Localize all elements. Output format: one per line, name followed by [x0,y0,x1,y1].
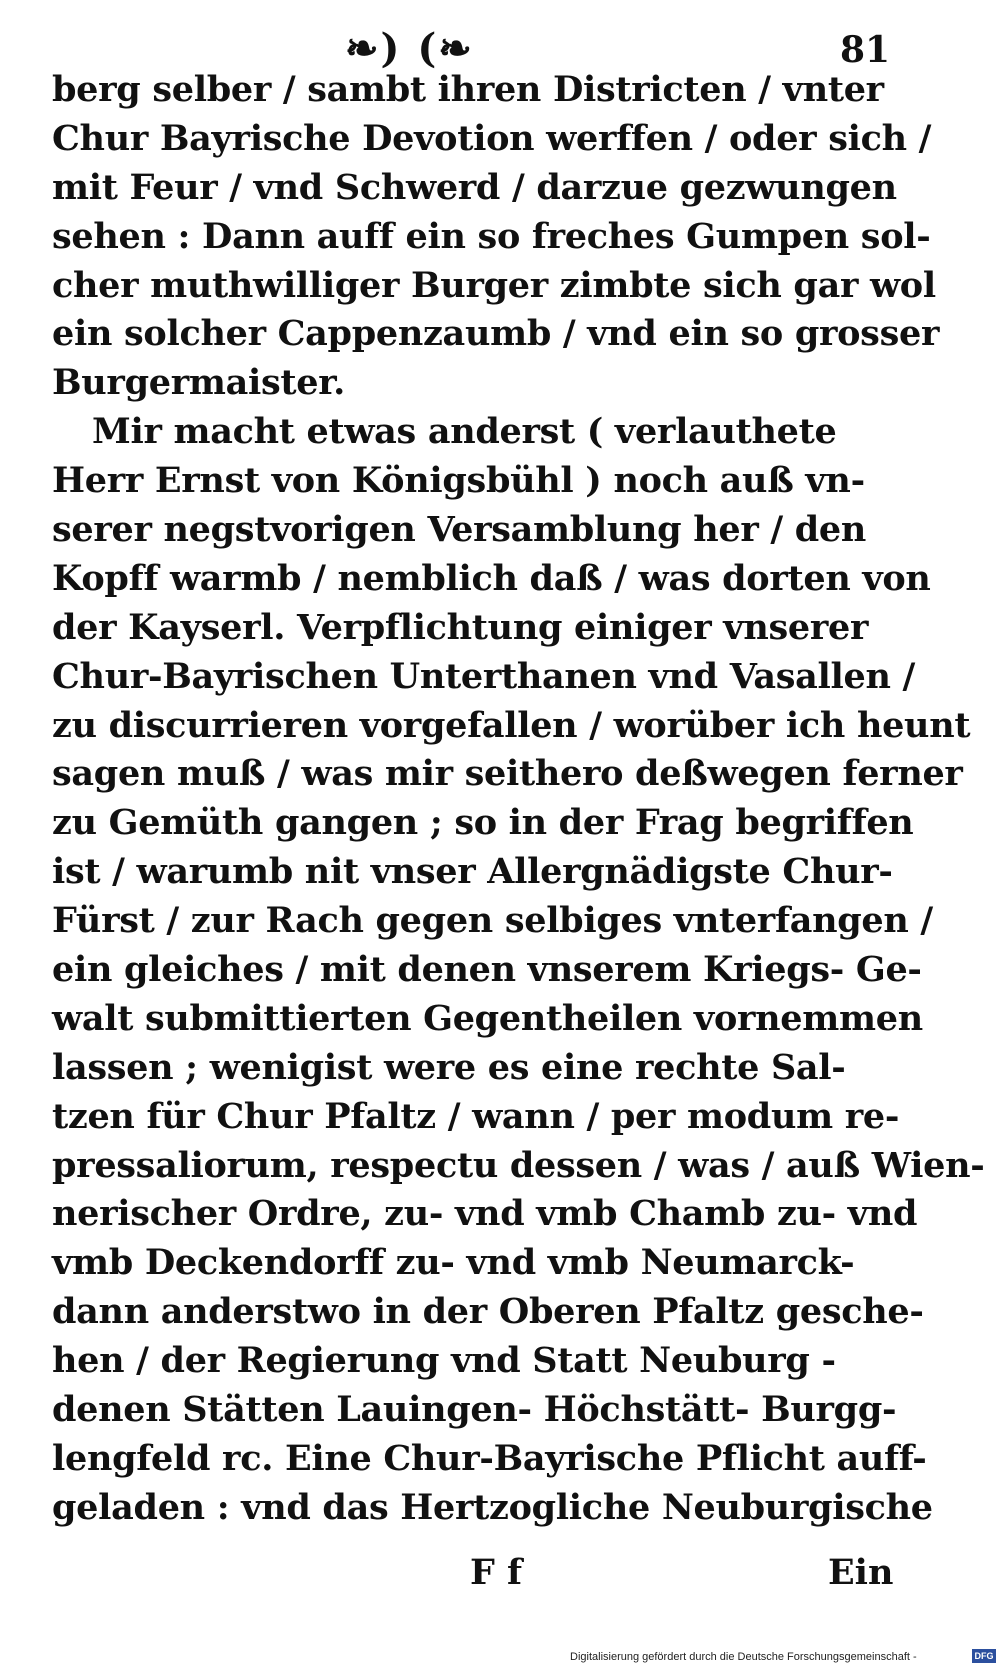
digitization-credit [570,1647,1000,1667]
text-line: serer negstvorigen Versamblung her / den [52,509,867,551]
text-line: Burgermaister. [52,362,346,404]
signature-mark: F f [470,1552,523,1593]
text-line: ist / warumb nit vnser Allergnädigste Chur- [52,851,893,893]
text-line: zu Gemüth gangen ; so in der Frag begriffen [52,802,914,844]
text-line: lassen ; wenigist were es eine rechte Sal- [52,1046,846,1088]
text-line: cher muthwilliger Burger zimbte sich gar wol [52,264,936,306]
body-text [52,66,985,1533]
text-line: nerischer Ordre, zu- vnd vmb Chamb zu- vnd [52,1193,918,1235]
text-line: tzen für Chur Pfaltz / wann / per modum re- [52,1095,900,1137]
paragraph-start-line: Mir macht etwas anderst ( verlauthete [92,411,837,453]
text-line: berg selber / sambt ihren Districten / vnter [52,69,884,110]
dfg-logo-icon: DFG [972,1649,996,1663]
text-line: mit Feur / vnd Schwerd / darzue gezwungen [52,166,897,208]
text-line: sehen : Dann auff ein so freches Gumpen sol- [52,215,931,257]
catchword: Ein [828,1552,894,1593]
text-line: dann anderstwo in der Oberen Pfaltz gesche- [52,1291,924,1333]
text-line: Kopff warmb / nemblich daß / was dorten von [52,557,931,599]
text-line: pressaliorum, respectu dessen / was / auß Wien- [52,1144,985,1186]
text-line: Herr Ernst von Königsbühl ) noch auß vn- [52,460,865,502]
text-line: ein solcher Cappenzaumb / vnd ein so grosser [52,313,940,355]
digitization-note: Digitalisierung gefördert durch die Deutsche Forschungsgemeinschaft - [570,1651,917,1663]
text-line: walt submittierten Gegentheilen vornemmen [52,997,923,1039]
header-ornament: ❧) (❧ [345,25,474,72]
page-footer [0,1548,1000,1598]
text-line: sagen muß / was mir seithero deßwegen ferner [52,753,963,795]
text-line: der Kayserl. Verpflichtung einiger vnserer [52,606,869,648]
text-line: ein gleiches / mit denen vnserem Kriegs- Ge- [52,949,922,991]
text-line: zu discurrieren vorgefallen / worüber ich heunt [52,704,971,746]
text-line: hen / der Regierung vnd Statt Neuburg - [52,1340,836,1382]
text-line: geladen : vnd das Hertzogliche Neuburgische [52,1486,933,1528]
text-line: Chur Bayrische Devotion werffen / oder sich / [52,117,932,159]
text-line: denen Stätten Lauingen- Höchstätt- Burgg- [52,1389,897,1431]
text-line: vmb Deckendorff zu- vnd vmb Neumarck- [52,1242,855,1284]
page-number: 81 [840,29,891,71]
text-line: Fürst / zur Rach gegen selbiges vnterfangen / [52,900,933,942]
text-line: Chur-Bayrischen Unterthanen vnd Vasallen / [52,655,916,697]
text-line: lengfeld rc. Eine Chur-Bayrische Pflicht auff- [52,1437,927,1479]
